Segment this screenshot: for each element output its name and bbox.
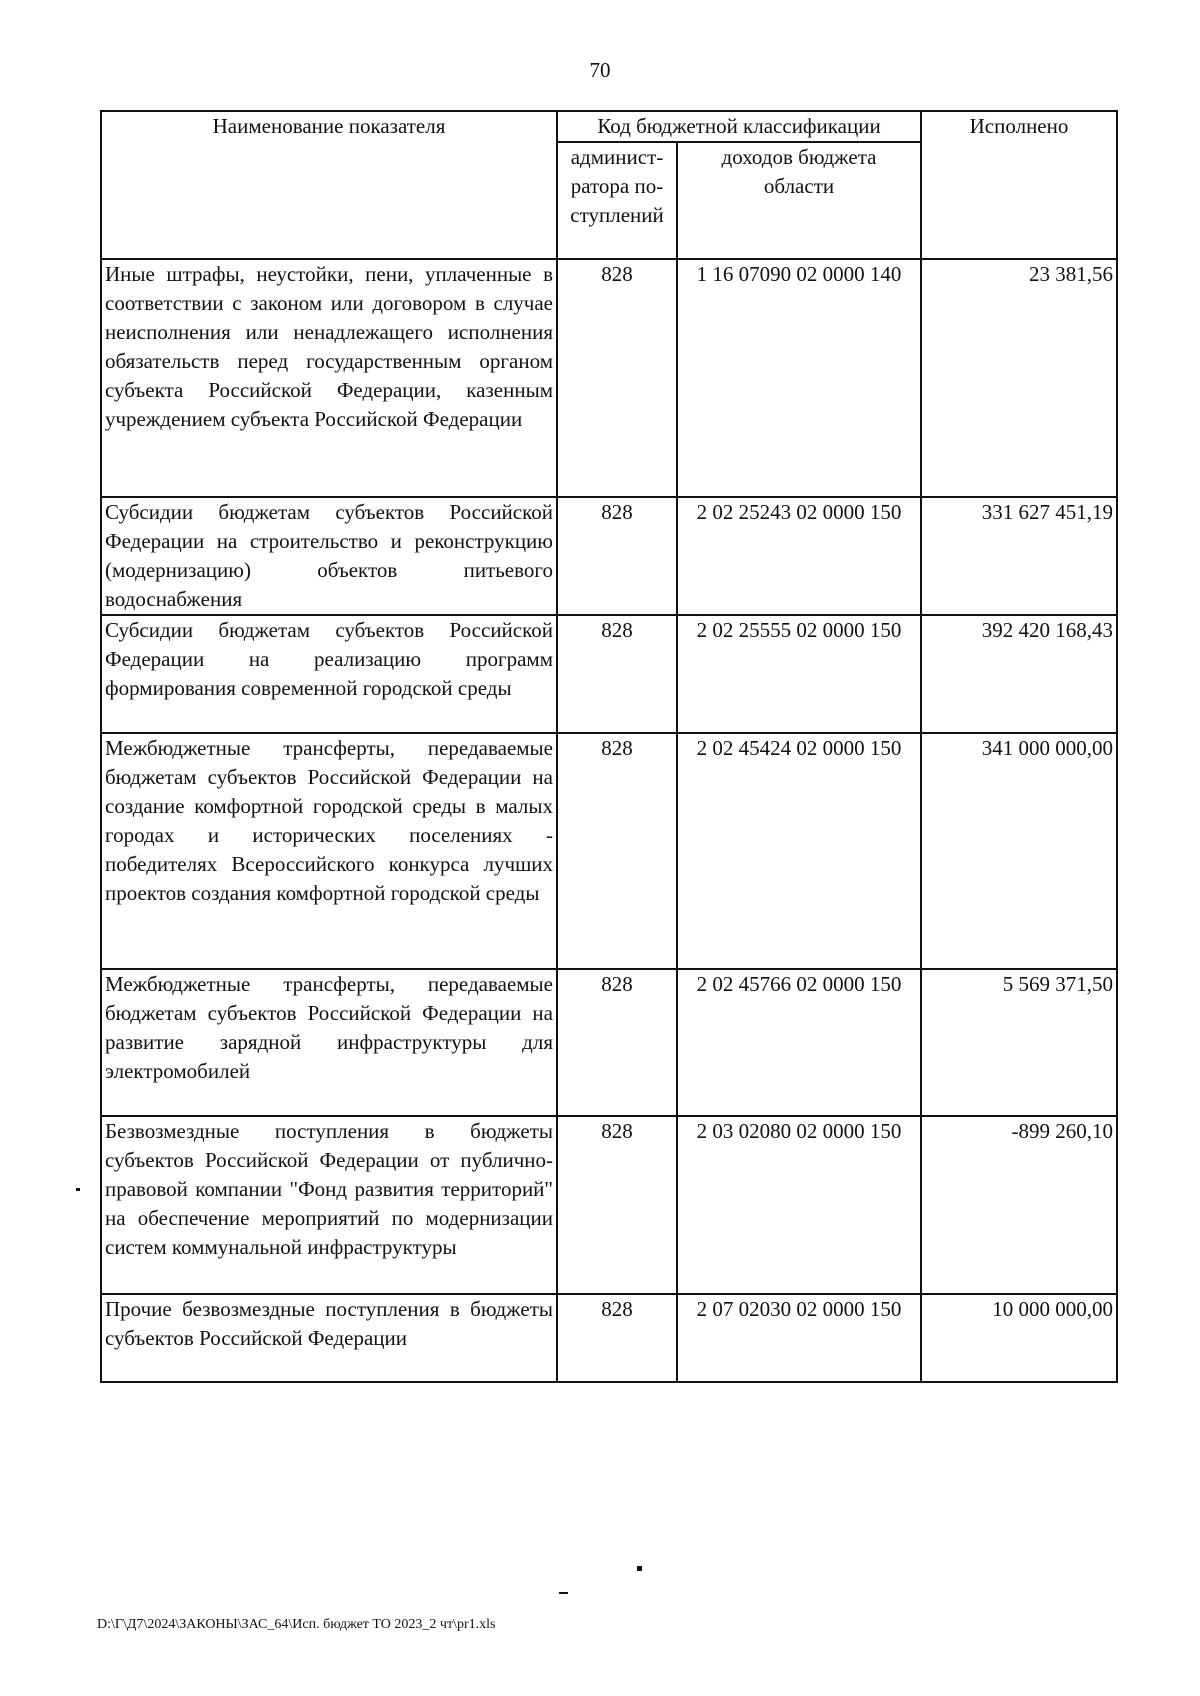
scan-speck [76,1188,80,1191]
table-row [101,259,1117,497]
table-row [101,733,1117,969]
row-indicator-name: Иные штрафы, неустойки, пени, уплаченные в соответствии с законом или договором в случае неисполнения или ненадлежащего исполнения обязательств перед государственным органом субъекта Российской Федерации, казенным учреждением субъекта Российской Федерации [101,259,557,497]
row-admin-code: 828 [557,1116,677,1294]
row-executed-amount: 331 627 451,19 [921,497,1117,615]
row-income-code: 2 02 45766 02 0000 150 [677,969,921,1116]
row-indicator-name: Субсидии бюджетам субъектов Российской Федерации на строительство и реконструкцию (модернизацию) объектов питьевого водоснабжения [101,497,557,615]
row-admin-code: 828 [557,497,677,615]
row-executed-amount: 10 000 000,00 [921,1294,1117,1382]
budget-table [100,110,1118,1383]
header-classification-code: Код бюджетной классификации [557,111,921,142]
row-indicator-name: Субсидии бюджетам субъектов Российской Федерации на реализацию программ формирования современной городской среды [101,615,557,733]
header-row-top [101,111,1117,142]
row-indicator-name: Межбюджетные трансферты, передаваемые бюджетам субъектов Российской Федерации на создание комфортной городской среды в малых городах и исторических поселениях - победителях Всероссийского конкурса лучших проектов создания комфортной городской среды [101,733,557,969]
row-indicator-name: Прочие безвозмездные поступления в бюджеты субъектов Российской Федерации [101,1294,557,1382]
row-income-code: 2 02 25555 02 0000 150 [677,615,921,733]
row-indicator-name: Межбюджетные трансферты, передаваемые бюджетам субъектов Российской Федерации на развитие зарядной инфраструктуры для электромобилей [101,969,557,1116]
header-admin-line-2: ратора по- [570,174,664,199]
table-row [101,615,1117,733]
header-income-code [677,142,921,259]
table-row [101,497,1117,615]
row-income-code: 1 16 07090 02 0000 140 [677,259,921,497]
row-income-code: 2 07 02030 02 0000 150 [677,1294,921,1382]
footer-file-path: D:\Г\Д7\2024\ЗАКОНЫ\ЗАС_64\Исп. бюджет ТО 2023_2 чт\pr1.xls [97,1617,496,1632]
page-number: 70 [589,58,611,82]
header-income-line-2: области [763,174,835,199]
row-admin-code: 828 [557,615,677,733]
row-admin-code: 828 [557,259,677,497]
row-executed-amount: 341 000 000,00 [921,733,1117,969]
scan-speck [559,1592,568,1594]
header-executed: Исполнено [921,111,1117,259]
table-row [101,969,1117,1116]
table-row [101,1116,1117,1294]
header-admin-code [557,142,677,259]
row-income-code: 2 02 25243 02 0000 150 [677,497,921,615]
row-income-code: 2 03 02080 02 0000 150 [677,1116,921,1294]
table-row [101,1294,1117,1382]
header-income-line-1: доходов бюджета [721,145,877,170]
row-executed-amount: 23 381,56 [921,259,1117,497]
row-admin-code: 828 [557,969,677,1116]
row-indicator-name: Безвозмездные поступления в бюджеты субъектов Российской Федерации от публично-правовой компании "Фонд развития территорий" на обеспечение мероприятий по модернизации систем коммунальной инфраструктуры [101,1116,557,1294]
row-admin-code: 828 [557,1294,677,1382]
header-indicator-name: Наименование показателя [101,111,557,259]
row-executed-amount: 392 420 168,43 [921,615,1117,733]
header-admin-line-3: ступлений [570,203,664,228]
scan-speck [637,1566,642,1571]
row-income-code: 2 02 45424 02 0000 150 [677,733,921,969]
row-executed-amount: 5 569 371,50 [921,969,1117,1116]
header-admin-line-1: админист- [570,145,664,170]
row-executed-amount: -899 260,10 [921,1116,1117,1294]
row-admin-code: 828 [557,733,677,969]
